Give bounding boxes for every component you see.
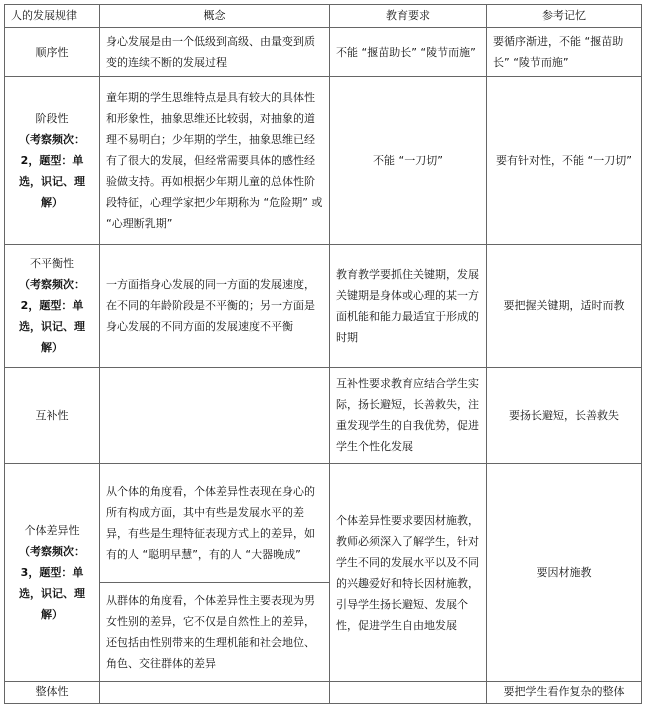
memory-cell: 要把学生看作复杂的整体 bbox=[487, 681, 642, 703]
header-row bbox=[5, 5, 642, 28]
law-exam-note: （考察频次：3，题型：单选，识记、理解） bbox=[19, 545, 85, 621]
table-row bbox=[5, 244, 642, 367]
table-row bbox=[5, 77, 642, 244]
requirement-cell bbox=[330, 681, 487, 703]
law-name: 互补性 bbox=[35, 408, 69, 422]
requirement-cell: 个体差异性要求要因材施教，教师必须深入了解学生，针对学生不同的发展水平以及不同的兴趣爱好和特长因材施教，引导学生扬长避短、发展个性，促进学生自由地发展 bbox=[330, 464, 487, 682]
header-law: 人的发展规律 bbox=[5, 5, 100, 28]
table-row bbox=[5, 28, 642, 77]
law-cell bbox=[5, 244, 100, 367]
header-requirement: 教育要求 bbox=[330, 5, 487, 28]
concept-cell-group: 从群体的角度看，个体差异性主要表现为男女性别的差异，它不仅是自然性上的差异，还包括由性别带来的生理机能和社会地位、角色、交往群体的差异 bbox=[100, 583, 330, 682]
concept-cell: 身心发展是由一个低级到高级、由量变到质变的连续不断的发展过程 bbox=[100, 28, 330, 77]
law-cell bbox=[5, 28, 100, 77]
requirement-cell: 不能 “一刀切” bbox=[330, 77, 487, 244]
law-cell bbox=[5, 77, 100, 244]
law-exam-note: （考察频次：2，题型：单选，识记、理解） bbox=[19, 132, 85, 209]
requirement-cell: 互补性要求教育应结合学生实际，扬长避短，长善救失，注重发现学生的自我优势，促进学生个性化发展 bbox=[330, 367, 487, 464]
law-name: 个体差异性 bbox=[24, 524, 80, 537]
memory-cell: 要扬长避短，长善救失 bbox=[487, 367, 642, 464]
table-row bbox=[5, 464, 642, 583]
table-row bbox=[5, 681, 642, 703]
concept-cell: 童年期的学生思维特点是具有较大的具体性和形象性，抽象思维还比较弱，对抽象的道理不易明白；少年期的学生，抽象思维已经有了很大的发展，但经常需要具体的感性经验做支持。再如根据少年期儿童的总体性阶段特征，心理学家把少年期称为 “危险期” 或 “心理断乳期” bbox=[100, 77, 330, 244]
law-cell bbox=[5, 681, 100, 703]
concept-cell: 从个体的角度看，个体差异性表现在身心的所有构成方面，其中有些是发展水平的差异，有些是生理特征表现方式上的差异，如有的人 “聪明早慧”，有的人 “大器晚成” bbox=[100, 464, 330, 583]
concept-cell bbox=[100, 367, 330, 464]
memory-cell: 要有针对性，不能 “一刀切” bbox=[487, 77, 642, 244]
header-memory: 参考记忆 bbox=[487, 5, 642, 28]
law-name: 整体性 bbox=[35, 685, 69, 699]
table-row bbox=[5, 367, 642, 464]
memory-cell: 要因材施教 bbox=[487, 464, 642, 682]
law-exam-note: （考察频次：2，题型：单选，识记、理解） bbox=[19, 278, 85, 355]
header-concept: 概念 bbox=[100, 5, 330, 28]
requirement-cell: 教育教学要抓住关键期，发展关键期是身体或心理的某一方面机能和能力最适宜于形成的时期 bbox=[330, 244, 487, 367]
concept-cell: 一方面指身心发展的同一方面的发展速度，在不同的年龄阶段是不平衡的；另一方面是身心发展的不同方面的发展速度不平衡 bbox=[100, 244, 330, 367]
law-cell bbox=[5, 367, 100, 464]
concept-cell bbox=[100, 681, 330, 703]
law-cell bbox=[5, 464, 100, 682]
development-laws-table bbox=[4, 4, 642, 704]
law-name: 不平衡性 bbox=[30, 257, 74, 271]
law-name: 阶段性 bbox=[35, 111, 69, 125]
memory-cell: 要把握关键期，适时而教 bbox=[487, 244, 642, 367]
memory-cell: 要循序渐进，不能 “揠苗助长” “陵节而施” bbox=[487, 28, 642, 77]
requirement-cell: 不能 “揠苗助长” “陵节而施” bbox=[330, 28, 487, 77]
law-name: 顺序性 bbox=[35, 45, 69, 59]
